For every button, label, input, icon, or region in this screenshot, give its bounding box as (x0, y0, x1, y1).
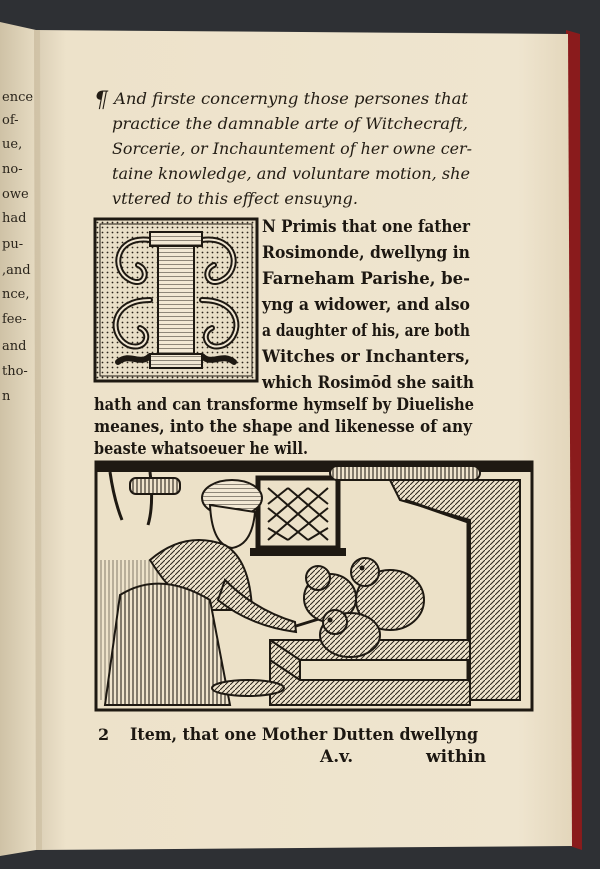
body-line: Witches or Inchanters, (261, 347, 470, 367)
body-line: beaste whatsoeuer he will. (94, 439, 308, 459)
left-fragment: had (2, 211, 27, 226)
leaf-number: 2 (98, 725, 110, 744)
left-fragment: nce, (2, 287, 30, 302)
left-fragment: n (2, 389, 11, 404)
heading-line: And firste concernyng those persones that (111, 89, 469, 108)
body-line: Rosimonde, dwellyng in (262, 243, 470, 263)
left-fragment: ue, (2, 137, 23, 152)
left-fragment: of- (2, 113, 19, 128)
heading-line: taine knowledge, and voluntare motion, she (112, 164, 470, 183)
catchline: Item, that one Mother Dutten dwellyng (130, 725, 479, 745)
body-line: yng a widower, and also (261, 295, 470, 315)
body-line: which Rosimōd she saith (261, 373, 474, 393)
catchword: within (426, 747, 487, 767)
heading-line: practice the damnable arte of Witchecraft, (112, 114, 468, 133)
left-fragment: ence (2, 90, 34, 105)
left-fragment: owe (2, 187, 29, 202)
body-line: hath and can transforme hymself by Diuelishe (94, 395, 475, 415)
left-fragment: and (2, 339, 27, 354)
left-fragment: ,and (2, 263, 31, 278)
pilcrow-mark: ¶ (94, 88, 108, 113)
heading-line: Sorcerie, or Inchauntement of her owne cer- (112, 139, 472, 158)
signature-mark: A.v. (320, 747, 354, 767)
body-line: a daughter of his, are both (262, 321, 470, 341)
body-line: meanes, into the shape and likenesse of any (94, 417, 473, 437)
body-line: Farneham Parishe, be- (262, 269, 470, 289)
witch-feeding-familiars-woodcut (96, 462, 532, 710)
body-line: N Primis that one father (262, 217, 471, 237)
left-fragment: no- (2, 162, 23, 177)
left-fragment: tho- (2, 364, 28, 379)
drop-capital (95, 219, 257, 381)
heading-line: vttered to this effect ensuyng. (112, 189, 358, 208)
left-fragment: pu- (2, 237, 24, 252)
left-fragment: fee- (2, 312, 27, 327)
